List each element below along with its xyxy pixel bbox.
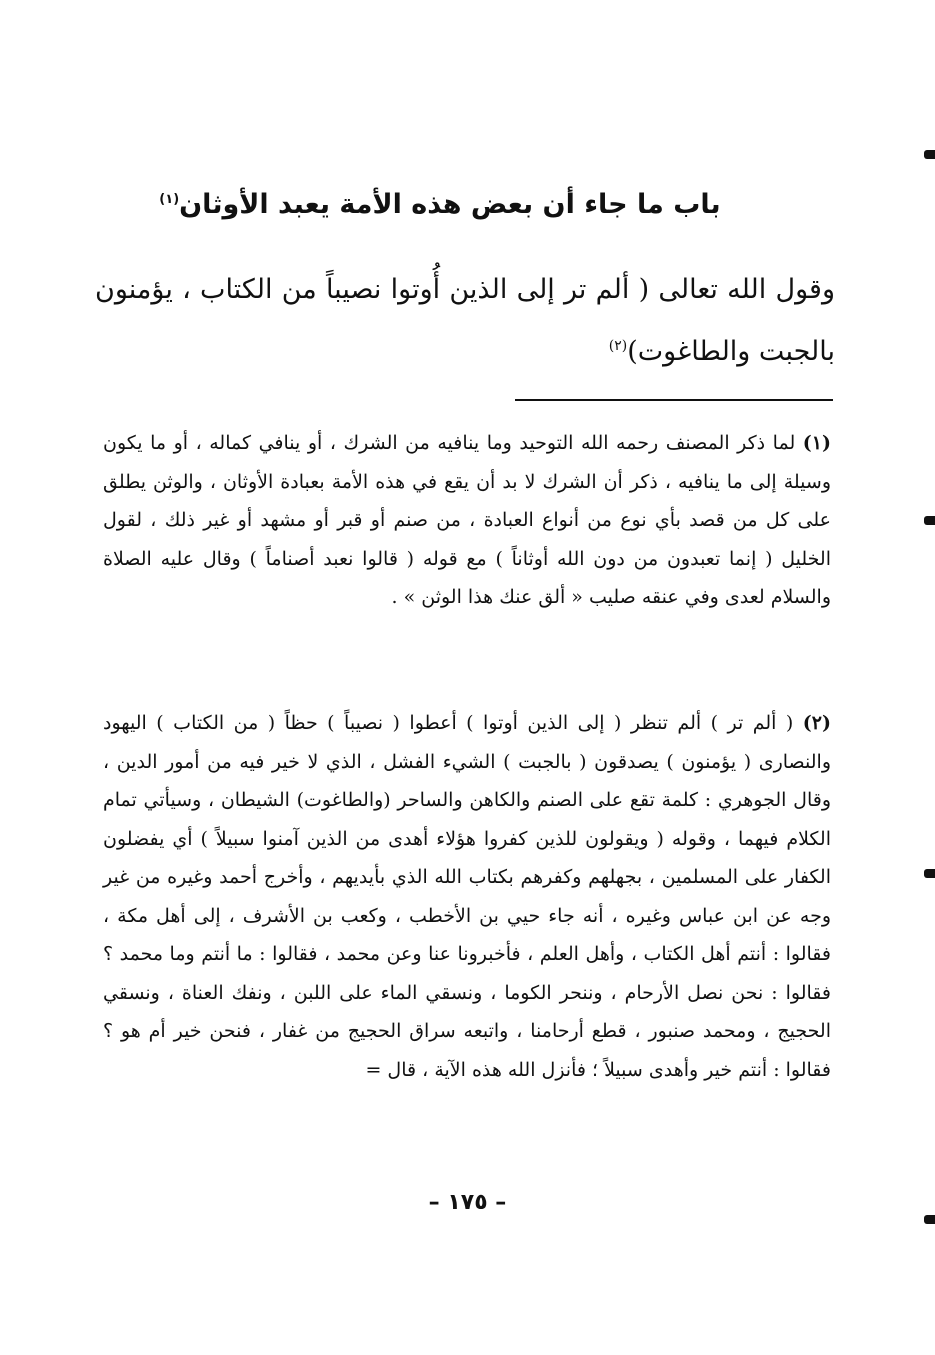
page-number: – ١٧٥ – (428, 1190, 507, 1215)
scan-edge-mark (924, 869, 935, 878)
scan-edge-mark (924, 150, 935, 159)
scan-edge-mark (924, 516, 935, 525)
quranic-verse (95, 262, 835, 380)
footnote-2-text: ( ألم تر ) ألم تنظر ( إلى الذين أوتوا ) أعطوا ( نصيباً ) حظاً ( من الكتاب ) اليهود والنصارى ( يؤمنون ) يصدقون ( بالجبت ) الشيء الفشل ، الذي لا خير فيه من أمور الدين ، وقال الجوهري : كلمة تقع على الصنم والكاهن والساحر (والطاغوت) الشيطان ، وسيأتي تمام الكلام فيهما ، وقوله ( ويقولون للذين كفروا هؤلاء أهدى من الذين آمنوا سبيلاً ) أي يفضلون الكفار على المسلمين ، بجهلهم وكفرهم بكتاب الله الذي بأيديهم ، وأخرج أحمد وغيره من غير وجه عن ابن عباس وغيره ، أنه جاء حيي بن الأخطب ، وكعب بن الأشرف ، إلى أهل مكة ، فقالوا : أنتم أهل الكتاب ، وأهل العلم ، فأخبرونا عنا وعن محمد ، فقالوا : ما أنتم وما محمد ؟ فقالوا : نحن نصل الأرحام ، وننحر الكوما ، ونسقي الماء على اللبن ، ونفك العناة ، ونسقي الحجيج ، ومحمد صنبور ، قطع أرحامنا ، واتبعه سراق الحجيج من غفار ، فنحن خير أم هو ؟ فقالوا : أنتم خير وأهدى سبيلاً ؛ فأنزل الله هذه الآية ، قال = (103, 712, 831, 1081)
footnote-1-number: (١) (802, 432, 832, 454)
scan-edge-mark (924, 1215, 935, 1224)
footnote-1-text: لما ذكر المصنف رحمه الله التوحيد وما ينافيه من الشرك ، أو ينافي كماله ، أو ما يكون وسيلة إلى ما ينافيه ، ذكر أن الشرك لا بد أن يقع في هذه الأمة بعبادة الأوثان ، والوثن يطلق على كل من قصد بأي نوع من أنواع العبادة ، من صنم أو قبر أو مشهد أو غير ذلك ، لقول الخليل ( إنما تعبدون من دون الله أوثاناً ) مع قوله ( قالوا نعبد أصناماً ) وقال عليه الصلاة والسلام لعدى وفي عنقه صليب « ألق عنك هذا الوثن » . (103, 432, 831, 608)
heading-footnote-ref: (١) (159, 192, 180, 207)
footnote-1 (103, 424, 831, 617)
chapter-title: باب ما جاء أن بعض هذه الأمة يعبد الأوثان (179, 189, 721, 220)
footnote-2-number: (٢) (802, 712, 831, 734)
verse-text: وقول الله تعالى ( ألم تر إلى الذين أُوتوا نصيباً من الكتاب ، يؤمنون بالجبت والطاغوت) (95, 274, 835, 367)
footnote-divider (515, 399, 833, 401)
footnote-2 (103, 704, 831, 1089)
verse-footnote-ref: (٢) (608, 338, 628, 354)
chapter-heading (150, 178, 730, 227)
